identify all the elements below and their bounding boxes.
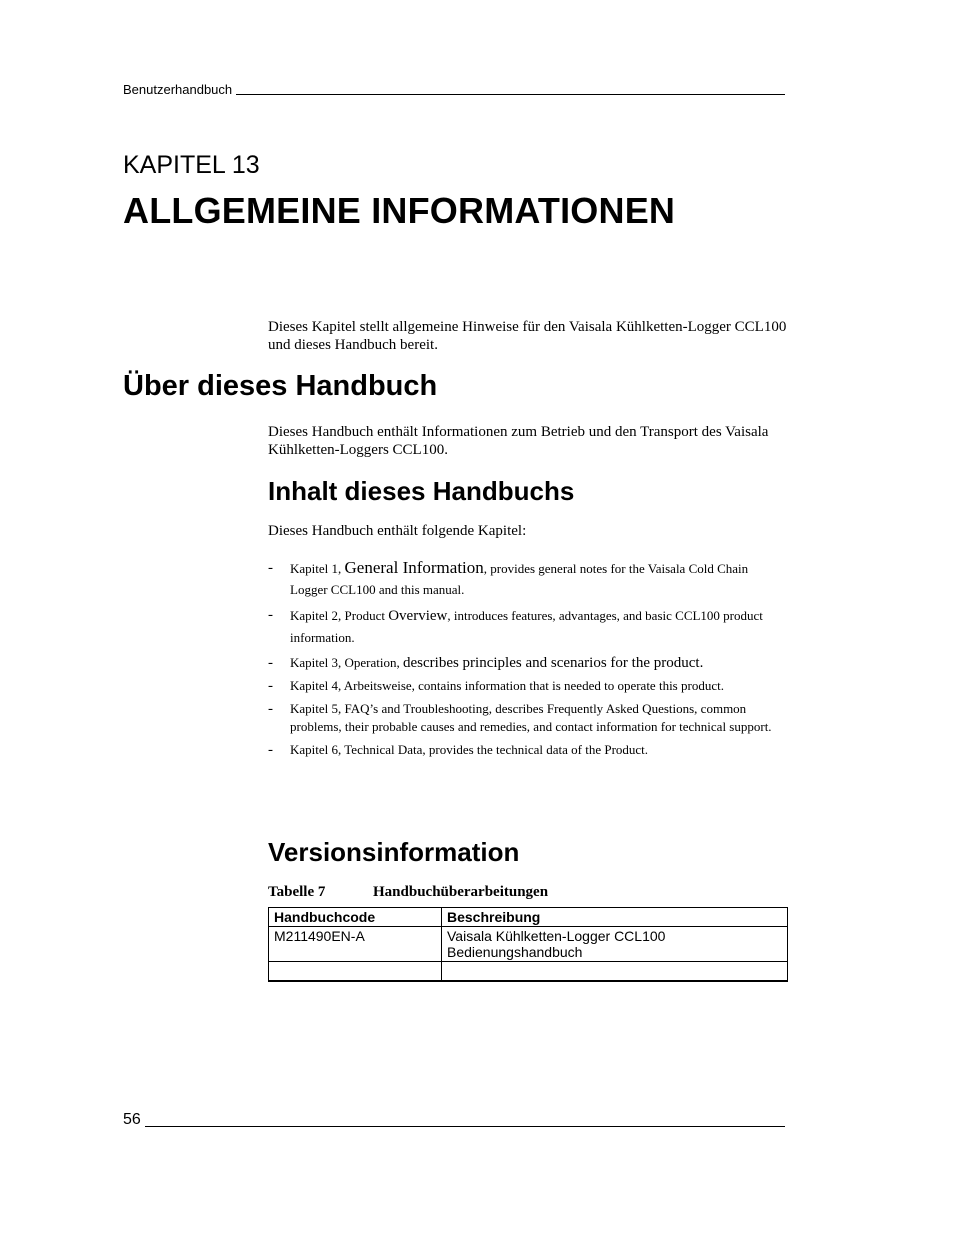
table-caption [268,884,548,901]
table-header-row [269,908,788,927]
chapter-label: KAPITEL 13 [123,151,260,179]
table-row [269,927,788,962]
revision-table [268,907,788,982]
chapter-title: ALLGEMEINE INFORMATIONEN [123,190,676,231]
list-item: - Kapitel 5, FAQ’s and Troubleshooting, describes Frequently Asked Questions, common problems, their probable causes and remedies, and contact information for technical support. [268,701,772,734]
chapter-list [268,558,788,764]
column-header-description: Beschreibung [442,908,788,927]
header-rule [236,93,785,95]
list-item: - Kapitel 3, Operation, describes principles and scenarios for the product. [268,655,704,671]
list-dash: - [268,560,273,576]
table-cell-description: Vaisala Kühlketten-Logger CCL100 Bedienungshandbuch [442,927,788,962]
running-footer [123,1111,785,1129]
about-paragraph: Dieses Handbuch enthält Informationen zum Betrieb und den Transport des Vaisala Kühlketten-Loggers CCL100. [268,424,769,458]
running-header [123,82,785,97]
list-dash: - [268,701,273,717]
list-item: - Kapitel 6, Technical Data, provides the technical data of the Product. [268,742,649,758]
list-dash: - [268,678,273,694]
list-dash: - [268,607,273,623]
contents-intro: Dieses Handbuch enthält folgende Kapitel: [268,523,527,539]
chapter-intro: Dieses Kapitel stellt allgemeine Hinweise für den Vaisala Kühlketten-Logger CCL100 und dieses Handbuch bereit. [268,319,787,353]
list-dash: - [268,742,273,758]
page-number: 56 [123,1111,141,1128]
table-title: Handbuchüberarbeitungen [373,884,549,900]
list-item: - Kapitel 2, Product Overview, introduces features, advantages, and basic CCL100 product information. [268,607,763,645]
running-header-title: Benutzerhandbuch [123,82,233,97]
section-heading-about: Über dieses Handbuch [123,370,438,402]
list-item: - Kapitel 1, General Information, provides general notes for the Vaisala Cold Chain Logger CCL100 and this manual. [268,558,749,597]
list-dash: - [268,655,273,671]
subsection-heading-contents: Inhalt dieses Handbuchs [268,476,575,506]
subsection-heading-version: Versionsinformation [268,837,520,867]
table-row [269,962,788,982]
footer-rule [145,1125,785,1127]
table-cell-code [269,962,442,982]
table-number: Tabelle 7 [268,884,326,900]
table-cell-code: M211490EN-A [269,927,442,962]
list-item: - Kapitel 4, Arbeitsweise, contains information that is needed to operate this product. [268,678,724,694]
column-header-code: Handbuchcode [269,908,442,927]
table-cell-description [442,962,788,982]
